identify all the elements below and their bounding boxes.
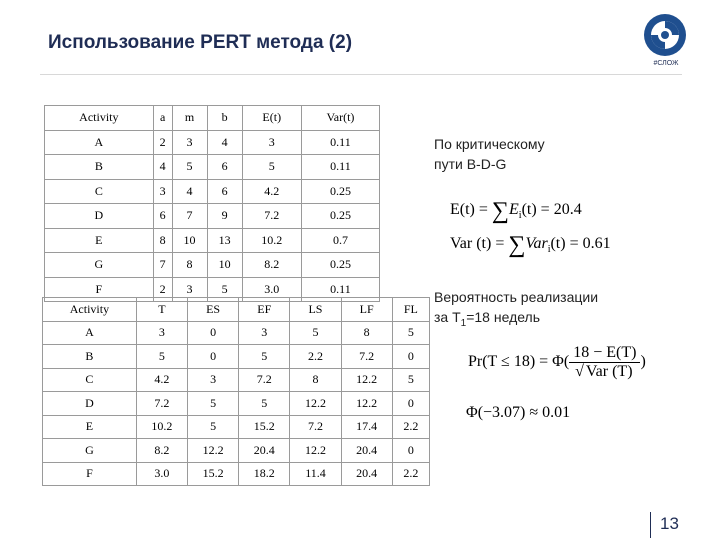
table-cell: 20.4 <box>239 439 290 463</box>
table-cell: 7 <box>153 253 172 278</box>
expected-time-formula <box>450 198 582 225</box>
formula-rhs: (t) = 20.4 <box>521 201 582 218</box>
table-cell: 7.2 <box>341 345 392 369</box>
table-cell: 3 <box>172 277 207 302</box>
table-cell: B <box>45 155 154 180</box>
table-cell: G <box>43 439 137 463</box>
table-cell: 5 <box>188 415 239 439</box>
table-cell: 0.25 <box>301 253 379 278</box>
table-cell: 0 <box>188 321 239 345</box>
table-cell: 3 <box>242 130 301 155</box>
table-cell: 8.2 <box>242 253 301 278</box>
table-row <box>45 204 380 229</box>
table-cell: 5 <box>242 155 301 180</box>
table-cell: 6 <box>153 204 172 229</box>
table-cell: 5 <box>239 392 290 416</box>
header-cell: LF <box>341 298 392 322</box>
sigma-icon: ∑ <box>491 198 510 224</box>
probability-formula <box>468 344 646 381</box>
critical-path-line1: По критическому <box>434 136 545 152</box>
table-cell: 5 <box>136 345 187 369</box>
table-cell: 0.25 <box>301 179 379 204</box>
table-cell: 7.2 <box>290 415 341 439</box>
table-cell: 20.4 <box>341 462 392 486</box>
table-header-row <box>43 298 430 322</box>
sqrt-radicand: Var (T) <box>585 363 633 380</box>
table-cell: A <box>43 321 137 345</box>
table-cell: 5 <box>188 392 239 416</box>
table-cell: 4.2 <box>136 368 187 392</box>
table-cell: B <box>43 345 137 369</box>
table-cell: F <box>45 277 154 302</box>
table-cell: C <box>43 368 137 392</box>
fraction-numerator: 18 − E(T) <box>569 344 640 363</box>
table-cell: 7.2 <box>239 368 290 392</box>
page-number: 13 <box>660 514 679 533</box>
table-cell: 2 <box>153 277 172 302</box>
schedule-table <box>42 297 430 486</box>
probability-note <box>434 287 598 334</box>
table-cell: 10.2 <box>242 228 301 253</box>
table-cell: 8 <box>153 228 172 253</box>
table-cell: 5 <box>239 345 290 369</box>
probability-line1: Вероятность реализации <box>434 289 599 305</box>
table-cell: 0.7 <box>301 228 379 253</box>
title-divider <box>40 74 682 75</box>
table-cell: 2.2 <box>290 345 341 369</box>
header-cell: b <box>207 106 242 131</box>
table-cell: 5 <box>290 321 341 345</box>
table-row <box>45 253 380 278</box>
formula-term: E <box>509 201 519 218</box>
table-cell: 0 <box>392 392 429 416</box>
header-cell: Activity <box>43 298 137 322</box>
table-cell: 5 <box>207 277 242 302</box>
table-cell: 10.2 <box>136 415 187 439</box>
table-cell: 9 <box>207 204 242 229</box>
table-cell: 3 <box>136 321 187 345</box>
table-row <box>43 439 430 463</box>
table-cell: 7.2 <box>242 204 301 229</box>
table-cell: 0.11 <box>301 155 379 180</box>
sigma-icon: ∑ <box>508 232 526 258</box>
table-cell: 20.4 <box>341 439 392 463</box>
table-row <box>43 321 430 345</box>
table-cell: 15.2 <box>188 462 239 486</box>
table-cell: 12.2 <box>290 392 341 416</box>
table-cell: 15.2 <box>239 415 290 439</box>
table-cell: 7 <box>172 204 207 229</box>
table-cell: 0.25 <box>301 204 379 229</box>
header-cell: a <box>153 106 172 131</box>
table-cell: 4 <box>207 130 242 155</box>
table-cell: 8 <box>341 321 392 345</box>
probability-line2 <box>434 307 598 334</box>
header-cell: m <box>172 106 207 131</box>
table-cell: C <box>45 179 154 204</box>
table-cell: 3 <box>188 368 239 392</box>
table-row <box>45 130 380 155</box>
page-title: Использование PERT метода (2) <box>48 32 353 53</box>
table-row <box>43 415 430 439</box>
table-cell: 8.2 <box>136 439 187 463</box>
table-cell: 2 <box>153 130 172 155</box>
table-cell: 4 <box>172 179 207 204</box>
logo-text: #СЛОЖ <box>653 60 679 67</box>
table-row <box>43 462 430 486</box>
table-cell: G <box>45 253 154 278</box>
table-row <box>43 345 430 369</box>
table-cell: D <box>43 392 137 416</box>
probability-suffix: =18 недель <box>466 309 541 325</box>
critical-path-note <box>434 134 545 174</box>
formula-subscript: i <box>518 210 522 221</box>
table-cell: 12.2 <box>290 439 341 463</box>
table-row <box>43 368 430 392</box>
formula-lhs: E(t) = <box>450 201 492 218</box>
table-cell: 5 <box>392 321 429 345</box>
formula-lhs: Pr(T ≤ 18) = Φ( <box>468 353 570 371</box>
table-cell: 8 <box>290 368 341 392</box>
variance-formula <box>450 232 611 259</box>
table-cell: 13 <box>207 228 242 253</box>
table-cell: F <box>43 462 137 486</box>
table-cell: 4 <box>153 155 172 180</box>
probability-subscript: 1 <box>460 318 467 329</box>
table-cell: 3.0 <box>136 462 187 486</box>
table-cell: 10 <box>207 253 242 278</box>
header-cell: Var(t) <box>301 106 379 131</box>
table-cell: 17.4 <box>341 415 392 439</box>
header-cell: E(t) <box>242 106 301 131</box>
table-row <box>45 179 380 204</box>
table-cell: 12.2 <box>341 392 392 416</box>
table-cell: A <box>45 130 154 155</box>
table-cell: 7.2 <box>136 392 187 416</box>
fraction-denominator <box>569 363 640 381</box>
formula-close: ) <box>640 353 646 371</box>
table-row <box>45 228 380 253</box>
table-cell: 5 <box>392 368 429 392</box>
formula-term: Var <box>525 235 548 252</box>
formula-fraction <box>569 344 640 381</box>
table-cell: 3 <box>153 179 172 204</box>
header-cell: FL <box>392 298 429 322</box>
pert-estimates-table <box>44 105 380 302</box>
table-cell: 2.2 <box>392 415 429 439</box>
formula-lhs: Var (t) = <box>450 235 509 252</box>
table-row <box>43 392 430 416</box>
phi-result: Φ(−3.07) ≈ 0.01 <box>466 404 571 421</box>
table-cell: 2.2 <box>392 462 429 486</box>
probability-prefix: за T <box>434 309 461 325</box>
table-cell: 3 <box>172 130 207 155</box>
header-cell: ES <box>188 298 239 322</box>
sqrt-icon: √ <box>575 363 584 380</box>
header-cell: LS <box>290 298 341 322</box>
table-cell: 6 <box>207 155 242 180</box>
header-cell: Activity <box>45 106 154 131</box>
table-cell: D <box>45 204 154 229</box>
table-cell: 8 <box>172 253 207 278</box>
table-cell: 12.2 <box>341 368 392 392</box>
table-cell: E <box>45 228 154 253</box>
table-row <box>45 155 380 180</box>
table-cell: 0.11 <box>301 277 379 302</box>
critical-path-line2: пути B-D-G <box>434 156 507 172</box>
table-cell: 0.11 <box>301 130 379 155</box>
table-cell: 5 <box>172 155 207 180</box>
formula-subscript: i <box>547 244 551 255</box>
table-cell: 4.2 <box>242 179 301 204</box>
table-cell: 0 <box>392 345 429 369</box>
table-cell: 3.0 <box>242 277 301 302</box>
table-header-row <box>45 106 380 131</box>
table-cell: 3 <box>239 321 290 345</box>
table-cell: 12.2 <box>188 439 239 463</box>
table-cell: 0 <box>392 439 429 463</box>
table-cell: E <box>43 415 137 439</box>
table-cell: 10 <box>172 228 207 253</box>
formula-rhs: (t) = 0.61 <box>550 235 611 252</box>
page-number-divider <box>650 512 651 538</box>
table-cell: 0 <box>188 345 239 369</box>
table-cell: 18.2 <box>239 462 290 486</box>
table-cell: 11.4 <box>290 462 341 486</box>
table-cell: 6 <box>207 179 242 204</box>
header-cell: EF <box>239 298 290 322</box>
header-cell: T <box>136 298 187 322</box>
